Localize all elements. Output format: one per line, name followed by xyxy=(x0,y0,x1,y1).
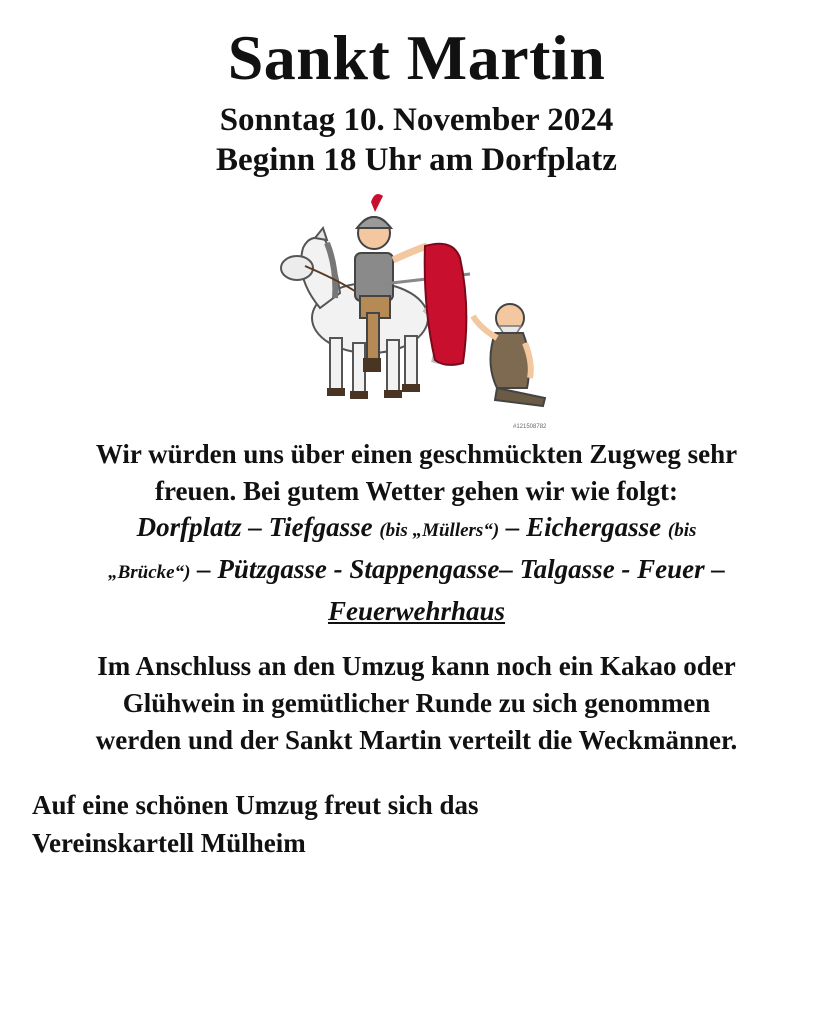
stock-id-label: #121508782 xyxy=(513,424,547,430)
route-note: (bis „Müllers“) xyxy=(379,520,500,541)
route-intro-line: freuen. Bei gutem Wetter gehen wir wie folgt: xyxy=(155,476,678,506)
after-event-info xyxy=(0,648,833,759)
beggar-figure xyxy=(473,304,545,406)
saint-martin-illustration xyxy=(275,188,565,433)
route-line xyxy=(30,508,803,550)
red-cloak xyxy=(425,244,467,365)
route-note: (bis xyxy=(667,520,697,541)
event-date: Sonntag 10. November 2024 xyxy=(219,102,614,138)
route-destination: Feuerwehrhaus xyxy=(327,596,506,626)
route-segment: – Eichergasse xyxy=(499,512,668,542)
route-segment: Dorfplatz – Tiefgasse xyxy=(136,512,380,542)
event-start: Beginn 18 Uhr am Dorfplatz xyxy=(216,142,617,178)
route-intro-line: Wir würden uns über einen geschmückten Zugweg sehr xyxy=(95,439,738,469)
route-description xyxy=(30,508,803,630)
route-segment: – Pützgasse - Stappengasse– Talgasse - Feuer – xyxy=(190,554,725,584)
route-line xyxy=(30,592,803,630)
closing-note xyxy=(32,786,732,862)
organizer-name: Vereinskartell Mülheim xyxy=(32,828,306,858)
after-info-line: werden und der Sankt Martin verteilt die Weckmänner. xyxy=(95,725,738,755)
closing-line: Auf eine schönen Umzug freut sich das xyxy=(32,790,479,820)
after-info-line: Glühwein in gemütlicher Runde zu sich genommen xyxy=(122,688,711,718)
route-intro xyxy=(0,436,833,510)
page-title: Sankt Martin xyxy=(227,22,606,93)
route-note: „Brücke“) xyxy=(108,562,191,583)
after-info-line: Im Anschluss an den Umzug kann noch ein Kakao oder xyxy=(97,651,736,681)
route-line xyxy=(30,550,803,592)
